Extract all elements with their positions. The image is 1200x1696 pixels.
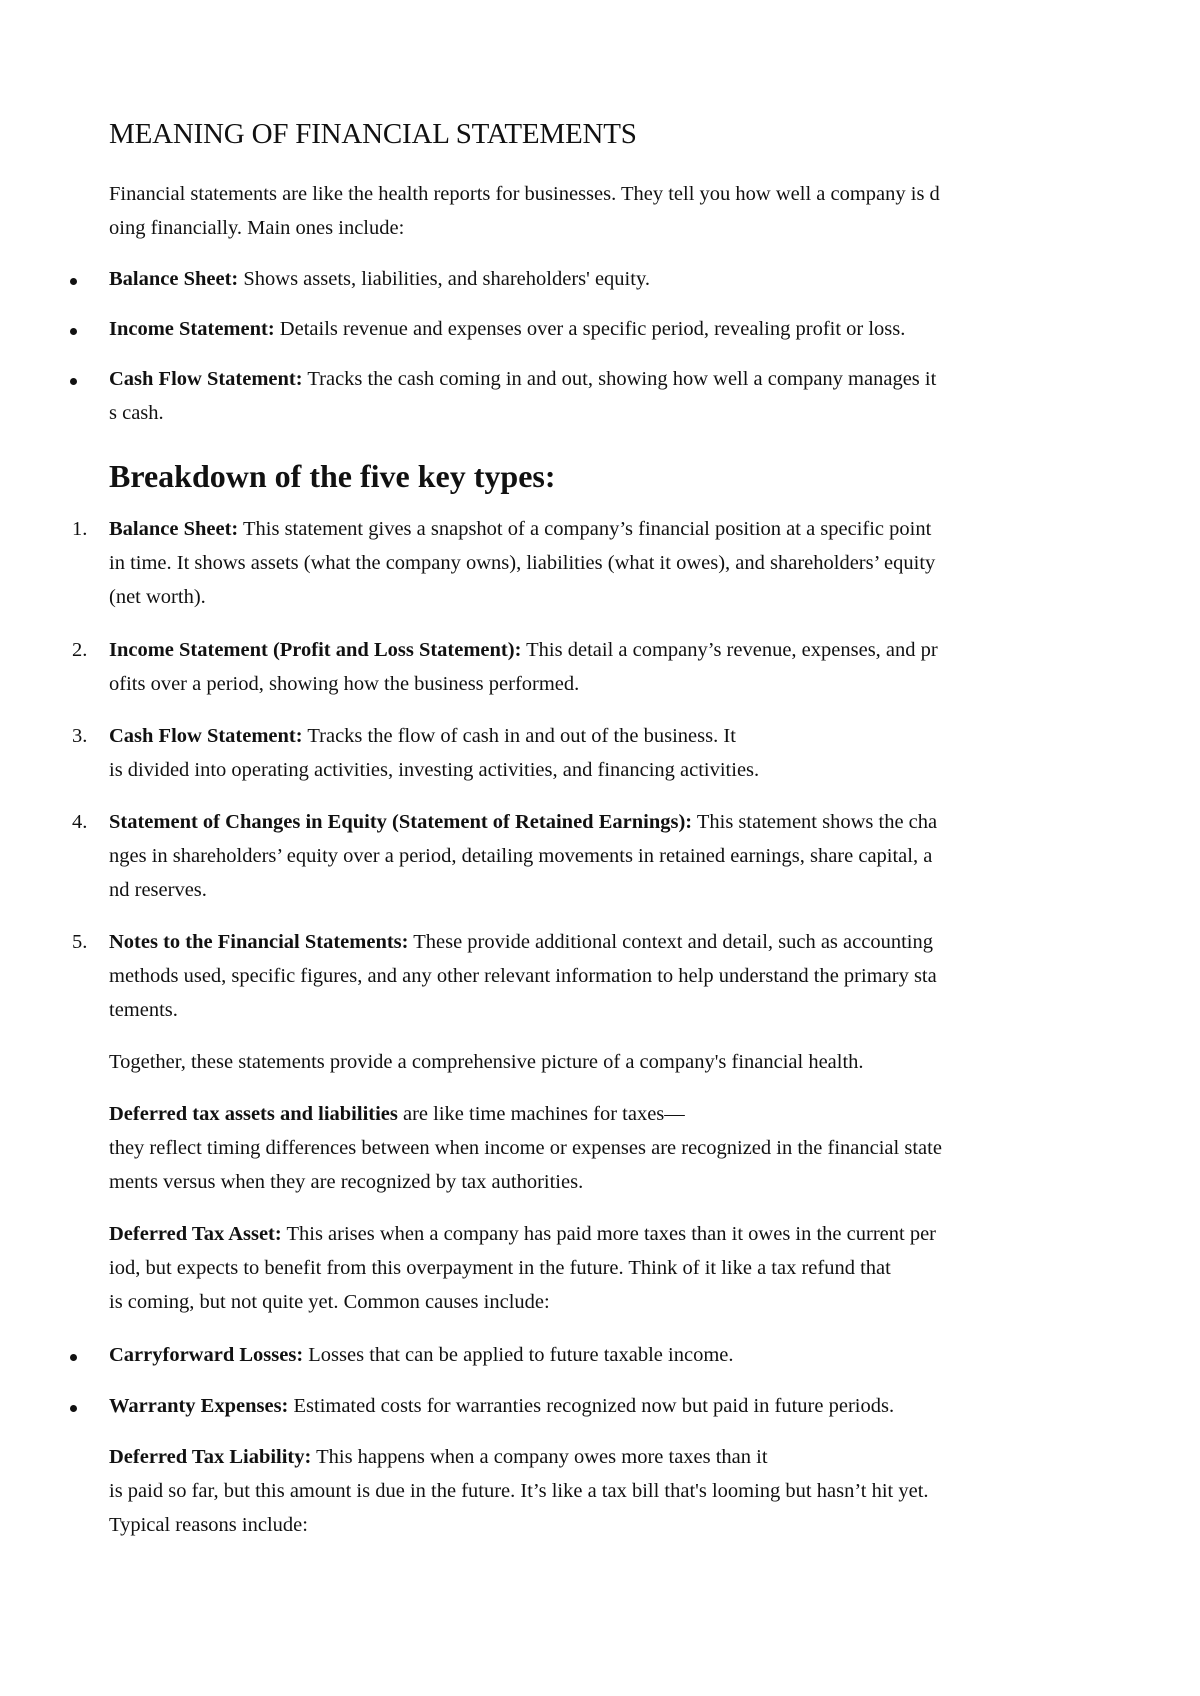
numbered-item-continuation: ofits over a period, showing how the business performed. [109,673,580,695]
deferred-tax-text: are like time machines for taxes— [397,1103,685,1125]
list-item [109,1389,894,1423]
deferred-tax-asset-term: Deferred Tax Asset: [109,1223,282,1245]
list-number: 1. [72,518,88,540]
deferred-tax-term: Deferred tax assets and liabilities [109,1103,398,1125]
list-number: 2. [72,639,88,661]
numbered-item-continuation: nd reserves. [109,879,207,901]
bullet-icon [70,1405,77,1412]
numbered-item-continuation: in time. It shows assets (what the company owns), liabilities (what it owes), and shareholders’ equity [109,552,936,574]
list-item-term: Income Statement: [109,318,275,340]
deferred-tax-asset-line-3: is coming, but not quite yet. Common causes include: [109,1291,550,1313]
numbered-item [109,805,937,839]
numbered-item-continuation: is divided into operating activities, investing activities, and financing activities. [109,759,760,781]
list-item-text: Losses that can be applied to future taxable income. [303,1344,734,1366]
summary-paragraph: Together, these statements provide a comprehensive picture of a company's financial health. [109,1051,864,1073]
numbered-item-term: Cash Flow Statement: [109,725,303,747]
bullet-icon [70,1354,77,1361]
page-title: MEANING OF FINANCIAL STATEMENTS [109,118,637,150]
numbered-item [109,633,938,667]
list-item [109,262,650,296]
deferred-tax-liability-line-3: Typical reasons include: [109,1514,308,1536]
numbered-item [109,925,933,959]
list-number: 3. [72,725,88,747]
intro-line-2: oing financially. Main ones include: [109,217,405,239]
intro-line-1: Financial statements are like the health reports for businesses. They tell you how well a company is d [109,183,940,205]
list-number: 4. [72,811,88,833]
numbered-item-continuation: tements. [109,999,178,1021]
numbered-item-continuation: nges in shareholders’ equity over a period, detailing movements in retained earnings, share capital, a [109,845,933,867]
bullet-icon [70,278,77,285]
deferred-tax-asset-text: This arises when a company has paid more taxes than it owes in the current per [281,1223,937,1245]
list-number: 5. [72,931,88,953]
list-item [109,1338,734,1372]
list-item [109,362,936,396]
numbered-item-text: Tracks the flow of cash in and out of the business. It [302,725,736,747]
numbered-item-term: Notes to the Financial Statements: [109,931,409,953]
bullet-icon [70,328,77,335]
numbered-item-text: This statement gives a snapshot of a company’s financial position at a specific point [238,518,932,540]
bullet-icon [70,378,77,385]
numbered-item [109,719,736,753]
list-item [109,312,905,346]
deferred-tax-line-2: they reflect timing differences between when income or expenses are recognized in the financial state [109,1137,942,1159]
list-item-text: Shows assets, liabilities, and shareholders' equity. [238,268,650,290]
numbered-item [109,512,931,546]
deferred-tax-paragraph [109,1097,685,1131]
list-item-text: Tracks the cash coming in and out, showing how well a company manages it [302,368,937,390]
list-item-text: Details revenue and expenses over a specific period, revealing profit or loss. [274,318,906,340]
deferred-tax-liability-paragraph [109,1440,768,1474]
deferred-tax-asset-line-2: iod, but expects to benefit from this overpayment in the future. Think of it like a tax refund that [109,1257,891,1279]
deferred-tax-asset-paragraph [109,1217,936,1251]
deferred-tax-liability-term: Deferred Tax Liability: [109,1446,312,1468]
numbered-item-term: Balance Sheet: [109,518,239,540]
deferred-tax-line-3: ments versus when they are recognized by tax authorities. [109,1171,584,1193]
list-item-term: Carryforward Losses: [109,1344,304,1366]
numbered-item-term: Income Statement (Profit and Loss Statement): [109,639,522,661]
numbered-item-continuation: methods used, specific figures, and any other relevant information to help understand the primary sta [109,965,937,987]
section-heading: Breakdown of the five key types: [109,458,556,494]
numbered-item-term: Statement of Changes in Equity (Statement of Retained Earnings): [109,811,693,833]
list-item-term: Cash Flow Statement: [109,368,303,390]
list-item-text: Estimated costs for warranties recognized now but paid in future periods. [288,1395,895,1417]
numbered-item-text: These provide additional context and detail, such as accounting [408,931,933,953]
numbered-item-text: This detail a company’s revenue, expenses, and pr [521,639,938,661]
list-item-continuation: s cash. [109,402,164,424]
numbered-item-continuation: (net worth). [109,586,206,608]
numbered-item-text: This statement shows the cha [692,811,938,833]
list-item-term: Warranty Expenses: [109,1395,289,1417]
list-item-term: Balance Sheet: [109,268,239,290]
deferred-tax-liability-text: This happens when a company owes more taxes than it [311,1446,768,1468]
deferred-tax-liability-line-2: is paid so far, but this amount is due in the future. It’s like a tax bill that's looming but hasn’t hit yet. [109,1480,929,1502]
